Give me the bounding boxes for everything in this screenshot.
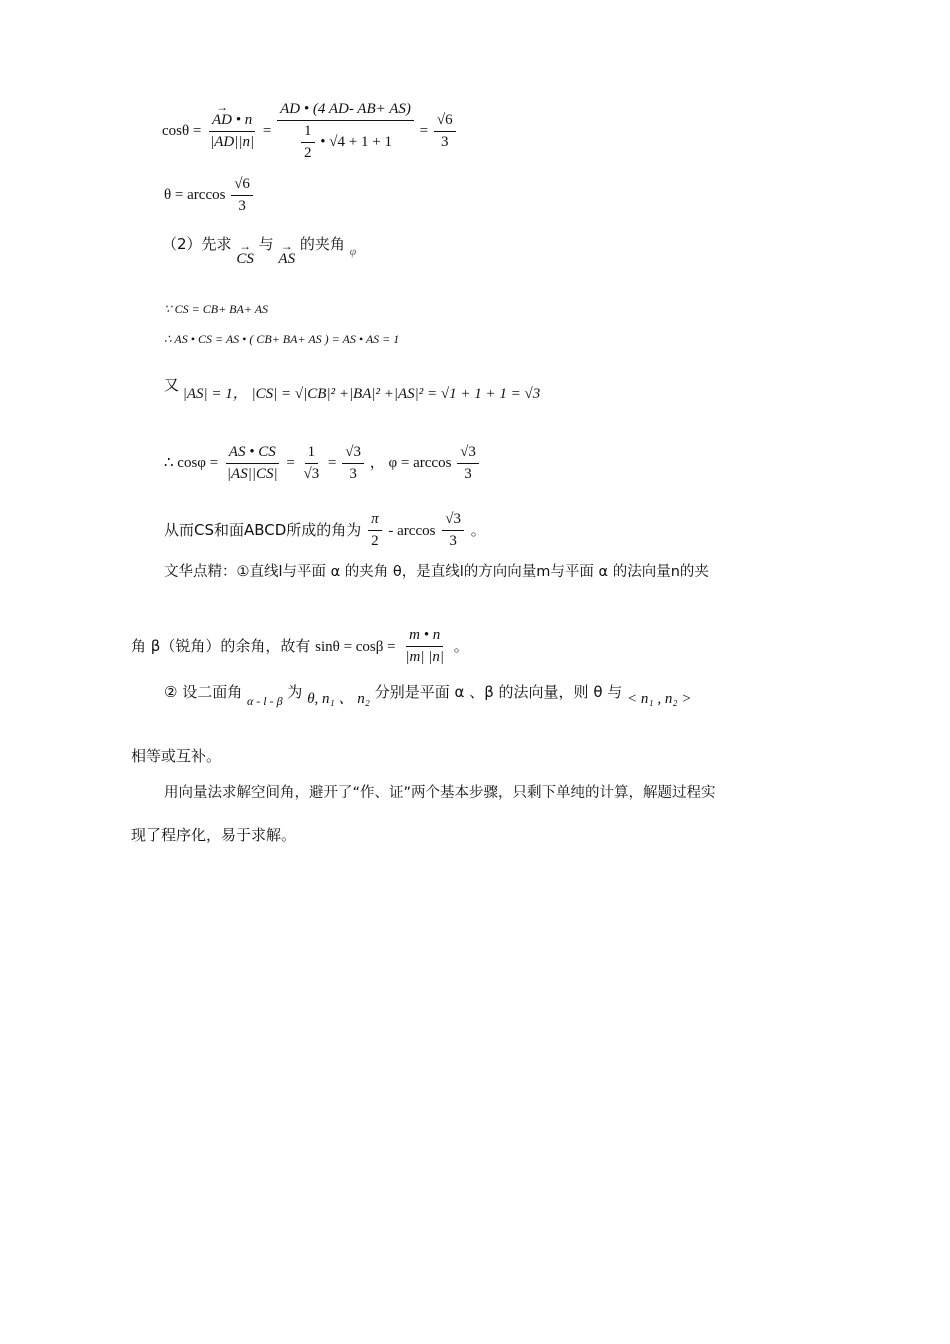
cos-theta-result: $\frac{√6}{3}$ xyxy=(434,113,456,150)
paragraph-2-line-1: ② 设二面角 $_{\alpha - l - \beta}$ 为 θ, n₁ 、 n₂ 分别是平面 α 、β 的法向量，则 θ 与 < n₁ , n₂ > xyxy=(164,683,692,708)
also-line: 又 |AS| = 1， |CS| = √|CB|² +|BA|² +|AS|² = √1 + 1 + 1 = √3 xyxy=(164,376,541,402)
therefore-line: ∴ AS • CS = AS • ( CB+ BA+ AS ) = AS • AS = 1 xyxy=(164,332,400,346)
cos-theta-fraction-1: → $\frac{AD • n}{|AD||n|}$ xyxy=(207,113,257,150)
paragraph-1-line-1: 文华点精：①直线l与平面 α 的夹角 θ，是直线l的方向向量m与平面 α 的法向量n的夹 xyxy=(164,564,709,580)
because-line: ∵ CS = CB+ BA+ AS xyxy=(164,302,269,316)
step-2-heading: （2）先求 → CS 与 → AS 的夹角 $_\varphi$ xyxy=(162,237,356,253)
paragraph-2-line-2: 相等或互补。 xyxy=(131,747,222,765)
cos-theta-fraction-2: AD • (4 AD- AB+ AS) $\frac{1}{2}$ • √4 + 1 + 1 xyxy=(277,102,414,161)
paragraph-3-line-1: 用向量法求解空间角，避开了“作、证”两个基本步骤，只剩下单纯的计算，解题过程实 xyxy=(164,785,716,801)
formula-cos-phi: ∴ cosφ = $\frac{AS • CS}{|AS||CS|}$ = $\frac{1}{√3}$ = $\frac{√3}{3}$ ， φ = arccos $\frac{√3}{3}$ xyxy=(164,445,481,482)
formula-theta: θ = arccos $\frac{√6}{3}$ xyxy=(164,177,255,214)
vector-ad: → AD xyxy=(212,113,232,128)
paragraph-1-line-2: 角 β（锐角）的余角，故有 sinθ = cosβ = $\frac{m • n}{|m| |n|}$ 。 xyxy=(131,627,469,665)
formula-cos-theta: cosθ = → $\frac{AD • n}{|AD||n|}$ = AD • (4 AD- AB+ AS) $\frac{1}{2}$ • √4 + 1 + 1 = $\frac{√6}{3}$ xyxy=(162,102,458,161)
angle-result-line: 从而CS和面ABCD所成的角为 $\frac{\pi}{2}$ - arccos $\frac{√3}{3}$ 。 xyxy=(164,511,486,549)
cos-theta-lhs: cosθ = xyxy=(162,122,202,139)
paragraph-3-line-2: 现了程序化，易于求解。 xyxy=(131,826,297,844)
